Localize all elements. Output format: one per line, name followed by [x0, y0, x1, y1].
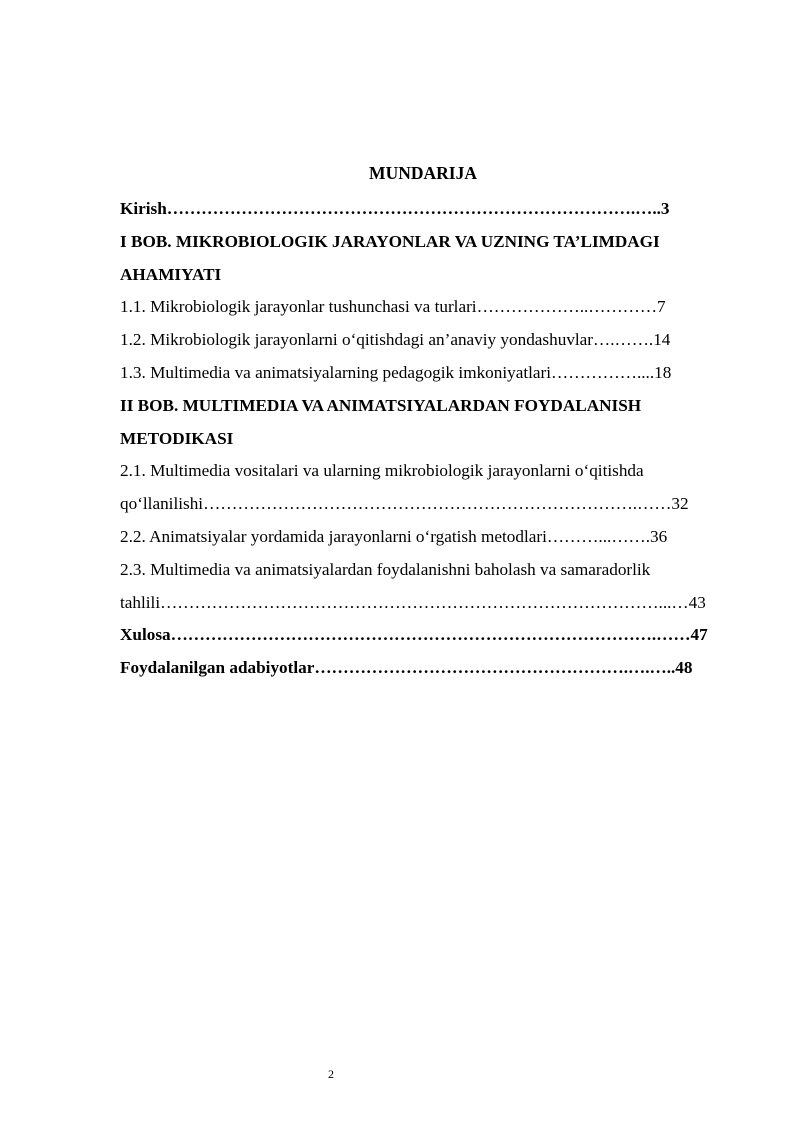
toc-chapter-2-heading-cont: METODIKASI: [120, 428, 234, 448]
table-of-contents: [120, 193, 726, 685]
toc-entry-introduction: Kirish……………………………………………………………………….…..3: [120, 199, 670, 218]
toc-entry-1-3: 1.3. Multimedia va animatsiyalarning pedagogik imkoniyatlari……………....18: [120, 362, 672, 382]
toc-entry-2-1-cont: qo‘llanilishi………………………………………………………………….……32: [120, 494, 689, 514]
toc-entry-2-3: 2.3. Multimedia va animatsiyalardan foydalanishni baholash va samaradorlik: [120, 559, 651, 579]
toc-entry-2-1: 2.1. Multimedia vositalari va ularning mikrobiologik jarayonlarni o‘qitishda: [120, 461, 644, 481]
page-title: MUNDARIJA: [369, 163, 477, 183]
toc-entry-conclusion: Xulosa………………………………………………………………………….……47: [120, 625, 708, 645]
toc-entry-1-2: 1.2. Mikrobiologik jarayonlarni o‘qitishdagi an’anaviy yondashuvlar….…….14: [120, 330, 671, 350]
toc-chapter-2-heading: II BOB. MULTIMEDIA VA ANIMATSIYALARDAN FOYDALANISH: [120, 395, 642, 415]
toc-entry-2-3-cont: tahlili……………………………………………………………………………...…43: [120, 592, 706, 612]
page-number: 2: [328, 1067, 334, 1081]
toc-entry-2-2: 2.2. Animatsiyalar yordamida jarayonlarni o‘rgatish metodlari………...…….36: [120, 526, 668, 546]
toc-entry-references: Foydalanilgan adabiyotlar……………………………………………….….…..48: [120, 658, 693, 678]
toc-chapter-1-heading-cont: AHAMIYATI: [120, 264, 222, 284]
toc-entry-1-1: 1.1. Mikrobiologik jarayonlar tushunchasi va turlari………………..…………7: [120, 297, 666, 317]
toc-chapter-1-heading: I BOB. MIKROBIOLOGIK JARAYONLAR VA UZNING TA’LIMDAGI: [120, 231, 660, 251]
